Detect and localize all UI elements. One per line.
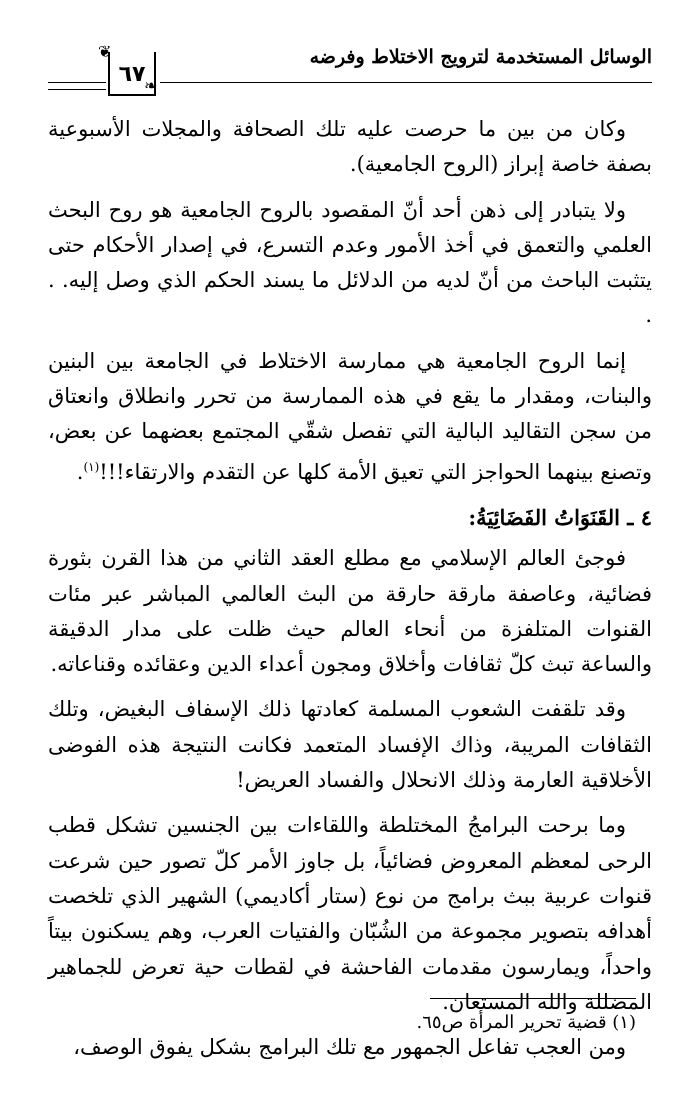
paragraph: وما برحت البرامجُ المختلطة واللقاءات بين الجنسين تشكل قطب الرحى لمعظم المعروض فضائياً، بل جاوز الأمر كلّ تصور حين شرعت قنوات عربية ببث برامج من نوع (ستار أكاديمي) الشهير الذي تلخصت أهدافه بتصوير مجموعة من الشُبّان والفتيات العرب، وهم يسكنون بيتاً واحداً، ويمارسون مقدمات الفاحشة في لقطات حية تعرض للجماهير المضللة والله المستعان. [48, 813, 652, 1014]
paragraph: وقد تلقفت الشعوب المسلمة كعادتها ذلك الإسفاف البغيض، وتلك الثقافات المريبة، وذاك الإفساد المتعمد فكانت النتيجة هذه الفوضى الأخلاقية العارمة وذلك الانحلال والفساد العريض! [48, 697, 652, 793]
paragraph-text: إنما الروح الجامعية هي ممارسة الاختلاط في الجامعة بين البنين والبنات، ومقدار ما يقع في هذه الممارسة من تحرر وانطلاق وانعتاق من سجن التقاليد البالية التي تفصل شقّي المجتمع بعضهما عن بعض، وتصنع بينهما الحواجز التي تعيق الأمة كلها عن التقدم والارتقاء!!! [48, 348, 652, 484]
paragraph: ولا يتبادر إلى ذهن أحد أنّ المقصود بالروح الجامعية هو روح البحث العلمي والتعمق في أخذ الأمور وعدم التسرع، في إصدار الأحكام حتى يتثبت الباحث من أنّ لديه من الدلائل ما يسند الحكم الذي وصل إليه. . . [48, 197, 652, 328]
footnote: (١) قضية تحرير المرأة ص٦٥. [416, 1012, 636, 1033]
footnote-rule [430, 998, 636, 999]
section-heading: ٤ ـ القَنَوَاتُ الفَضَائِيَةُ: [468, 504, 652, 530]
paragraph: فوجئ العالم الإسلامي مع مطلع العقد الثاني من هذا القرن بثورة فضائية، وعاصفة مارقة حارقة من البث العالمي المباشر عبر مئات القنوات المتلفزة من أنحاء العالم حيث ظلت على مدار الدقيقة والساعة تبث كلّ ثقافات وأخلاق ومجون أعداء الدين وعقائده وقناعاته. [48, 546, 652, 677]
paragraph: ومن العجب تفاعل الجمهور مع تلك البرامج بشكل يفوق الوصف، [73, 1035, 626, 1060]
page-number: ٦٧ [118, 62, 146, 87]
leaf-ornament-icon: ❧ [144, 76, 158, 95]
body-text [48, 112, 652, 1075]
page-header [48, 38, 652, 98]
paragraph: إنما الروح الجامعية هي ممارسة الاختلاط في الجامعة بين البنين والبنات، ومقدار ما يقع في هذه الممارسة من تحرر وانطلاق وانعتاق من سجن التقاليد البالية التي تفصل شقّي المجتمع بعضهما عن بعض، وتصنع بينهما الحواجز التي تعيق الأمة كلها عن التقدم والارتقاء!!!$^{(١)}$. [48, 348, 652, 484]
paragraph: وكان من بين ما حرصت عليه تلك الصحافة والمجلات الأسبوعية بصفة خاصة إبراز (الروح الجامعية). [48, 117, 652, 177]
running-title: الوسائل المستخدمة لترويج الاختلاط وفرضه [309, 46, 652, 68]
footnote-marker: (١) [83, 459, 100, 474]
header-rule [160, 82, 652, 83]
header-double-rule [48, 82, 106, 90]
leaf-ornament-icon: ❦ [98, 42, 112, 61]
